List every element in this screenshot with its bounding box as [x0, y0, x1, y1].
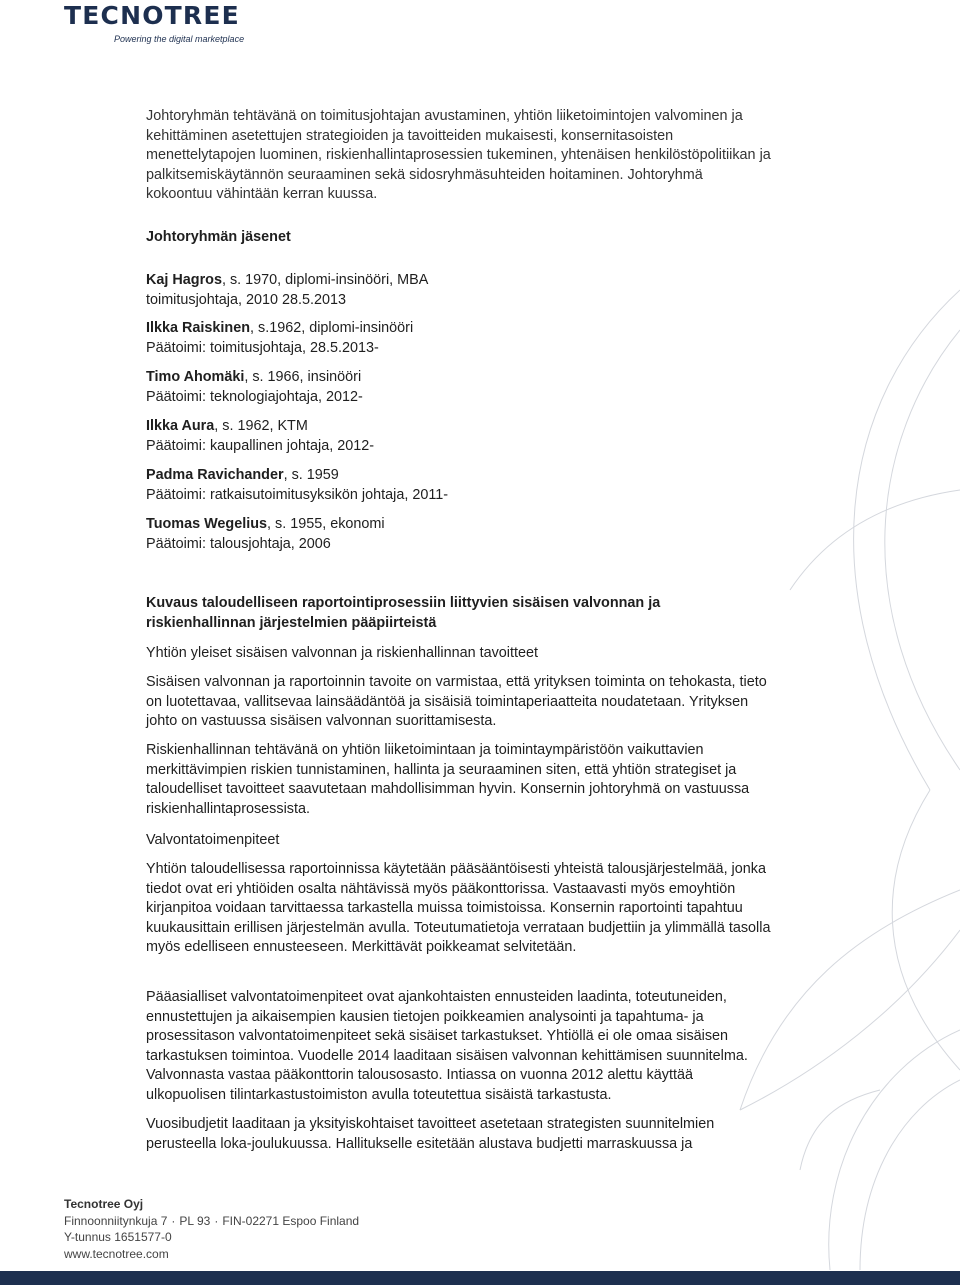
subheading-control-measures: Valvontatoimenpiteet — [146, 832, 280, 848]
logo-tagline: Powering the digital marketplace — [114, 34, 245, 44]
bottom-color-bar — [0, 1271, 960, 1285]
member-name: Padma Ravichander — [146, 467, 284, 483]
member-entry — [146, 466, 771, 505]
members-heading: Johtoryhmän jäsenet — [146, 229, 291, 245]
member-role: Päätoimi: talousjohtaja, 2006 — [146, 535, 331, 552]
member-role: Päätoimi: ratkaisutoimitusyksikön johtaja, 2011- — [146, 486, 449, 503]
member-name: Ilkka Aura — [146, 418, 215, 434]
footer-po-box: PL 93 — [179, 1213, 211, 1228]
paragraph-risk-management: Riskienhallinnan tehtävänä on yhtiön liiketoimintaan ja toimintaympäristöön vaikuttavien merkittävimpien riskien tunnistaminen, hallinta ja seuraaminen siten, että yhtiön strategiset ja taloudelliset tavoitteet saavutetaan mahdollisimman hyvin. Konsernin johtoryhmä on vastuussa riskienhallintaprosessista. — [146, 742, 750, 817]
member-detail: , s.1962, diplomi-insinööri — [250, 320, 414, 336]
paragraph-reporting: Yhtiön taloudellisessa raportoinnissa käytetään pääsääntöisesti yhteistä talousjärjestelmää, jonka tiedot ovat eri yhtiöiden osalta nähtävissä myös pääkonttorissa. Vastaavasti myös emoyhtiön kirjanpitoa voidaan tarvittaessa tarkastella muissa toimistoissa. Konsernin raportointi tapahtuu kuukausittain erillisen järjestelmän avulla. Toteutumatietoja verrataan budjettiin ja ylimmällä tasolla myös edelliseen ennusteeseen. Merkittävät poikkeamat selvitetään. — [146, 861, 771, 956]
footer-street: Finnoonniitynkuja 7 — [64, 1213, 168, 1228]
member-name: Ilkka Raiskinen — [146, 320, 250, 336]
member-entry — [146, 319, 771, 358]
member-name: Kaj Hagros — [146, 272, 222, 288]
member-entry — [146, 515, 771, 554]
footer-website-link[interactable]: www.tecnotree.com — [64, 1246, 169, 1261]
footer-address — [64, 1213, 359, 1230]
paragraph-budgeting: Vuosibudjetit laaditaan ja yksityiskohtaiset tavoitteet asetetaan strategisten suunnitelmien perusteella loka-joulukuussa. Hallitukselle esitetään alustava budjetti marraskuussa ja — [146, 1116, 715, 1152]
paragraph-control-measures: Pääasialliset valvontatoimenpiteet ovat ajankohtaisten ennusteiden laadinta, toteutuneiden, ennustettujen ja aikaisempien kausien tietojen poikkeamien analysointi ja tapahtuma- ja prosessitason valvontatoimenpiteet sekä sisäiset tarkastukset. Yhtiöllä ei ole omaa sisäisen tarkastuksen toimintoa. Vuodelle 2014 laaditaan sisäisen valvonnan kehittämisen suunnitelma. Valvonnasta vastaa pääkonttorin talousosasto. Intiassa on vuonna 2012 alettu käyttää ulkopuolisen tilintarkastustoimiston avulla toteutettua sisäistä tarkastusta. — [146, 989, 748, 1103]
footer-postal: FIN-02271 Espoo Finland — [222, 1213, 360, 1228]
footer-business-id: Y-tunnus 1651577-0 — [64, 1230, 172, 1244]
section-heading: Kuvaus taloudelliseen raportointiprosessiin liittyvien sisäisen valvonnan ja riskienhallinnan järjestelmien pääpiirteistä — [146, 595, 661, 631]
member-detail: , s. 1970, diplomi-insinööri, MBA — [221, 272, 429, 288]
member-role: Päätoimi: toimitusjohtaja, 28.5.2013- — [146, 339, 379, 356]
separator-dot-icon: · — [214, 1213, 219, 1228]
paragraph-internal-control: Sisäisen valvonnan ja raportoinnin tavoite on varmistaa, että yrityksen toiminta on tehokasta, tieto on luotettavaa, vallitsevaa lainsäädäntöä ja sisäisiä toimintaperiaatteita noudatetaan. Yrityksen johto on vastuussa sisäisen valvonnan suorittamisesta. — [146, 674, 767, 730]
member-name: Timo Ahomäki — [146, 369, 245, 385]
member-detail: , s. 1959 — [283, 467, 339, 483]
member-entry — [146, 368, 771, 407]
member-role: Päätoimi: teknologiajohtaja, 2012- — [146, 388, 363, 405]
company-logo — [64, 2, 244, 44]
member-entry — [146, 417, 771, 456]
member-detail: , s. 1955, ekonomi — [267, 516, 385, 532]
member-entry — [146, 271, 771, 310]
member-detail: , s. 1966, insinööri — [244, 369, 362, 385]
member-role: Päätoimi: kaupallinen johtaja, 2012- — [146, 437, 375, 454]
subheading-objectives: Yhtiön yleiset sisäisen valvonnan ja riskienhallinnan tavoitteet — [146, 645, 538, 661]
member-role: toimitusjohtaja, 2010 28.5.2013 — [146, 291, 347, 308]
intro-paragraph: Johtoryhmän tehtävänä on toimitusjohtajan avustaminen, yhtiön liiketoimintojen valvominen ja kehittäminen asetettujen strategioiden ja tavoitteiden mukaisesti, konsernitasoisten menettelytapojen luominen, riskienhallintaprosessien tukeminen, yhtenäisen henkilöstöpolitiikan ja palkitsemiskäytännön seuraaminen sekä sidosryhmäsuhteiden hoitaminen. Johtoryhmä kokoontuu vähintään kerran kuussa. — [146, 108, 771, 203]
footer-company: Tecnotree Oyj — [64, 1197, 144, 1211]
logo-wordmark: TECNOTREE — [64, 1, 240, 30]
separator-dot-icon: · — [171, 1213, 176, 1228]
page-footer — [64, 1196, 359, 1262]
member-name: Tuomas Wegelius — [146, 516, 268, 532]
member-detail: , s. 1962, KTM — [214, 418, 308, 434]
